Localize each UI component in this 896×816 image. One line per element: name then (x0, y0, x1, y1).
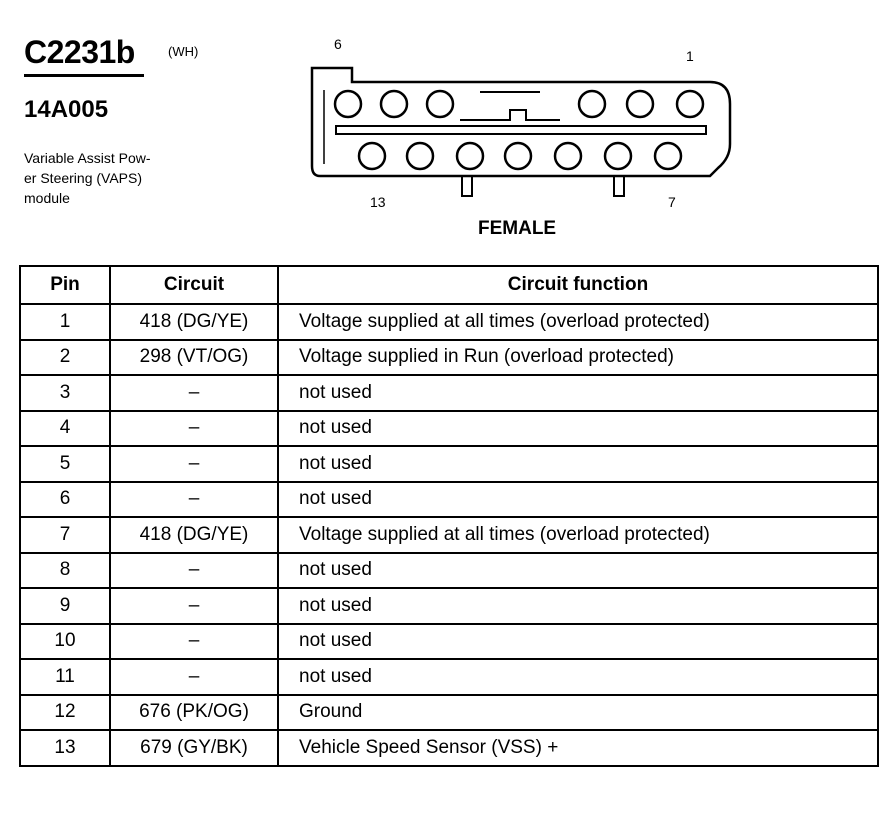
header-circuit-function: Circuit function (278, 266, 878, 304)
module-description (24, 148, 184, 208)
connector-face-diagram (300, 60, 740, 210)
circuit-cell: – (110, 411, 278, 447)
cavity-3 (579, 91, 605, 117)
function-cell: Voltage supplied at all times (overload protected) (278, 304, 878, 340)
circuit-cell: – (110, 482, 278, 518)
header-pin: Pin (20, 266, 110, 304)
pin-cell: 5 (20, 446, 110, 482)
connector-gender-label: FEMALE (478, 218, 557, 239)
connector-id: C2231b (24, 34, 135, 70)
table-row (20, 588, 878, 624)
pin-cell: 3 (20, 375, 110, 411)
cavity-8 (605, 143, 631, 169)
module-description-line: er Steering (VAPS) (24, 170, 143, 186)
pin-cell: 1 (20, 304, 110, 340)
table-row (20, 411, 878, 447)
table-row (20, 624, 878, 660)
cavity-13 (359, 143, 385, 169)
pin-cell: 10 (20, 624, 110, 660)
part-number: 14A005 (24, 96, 109, 123)
table-row (20, 553, 878, 589)
pin-13-label: 13 (370, 194, 386, 210)
table-row (20, 340, 878, 376)
title-underline (24, 74, 144, 77)
pin-cell: 2 (20, 340, 110, 376)
table-row (20, 517, 878, 553)
function-cell: not used (278, 588, 878, 624)
pin-cell: 13 (20, 730, 110, 766)
circuit-cell: – (110, 446, 278, 482)
cavity-5 (381, 91, 407, 117)
cavity-12 (407, 143, 433, 169)
table-row (20, 375, 878, 411)
circuit-cell: – (110, 659, 278, 695)
circuit-cell: 676 (PK/OG) (110, 695, 278, 731)
function-cell: not used (278, 375, 878, 411)
circuit-cell: 418 (DG/YE) (110, 517, 278, 553)
circuit-cell: – (110, 553, 278, 589)
pin-table (19, 265, 879, 767)
function-cell: Voltage supplied in Run (overload protected) (278, 340, 878, 376)
function-cell: not used (278, 553, 878, 589)
cavity-6 (335, 91, 361, 117)
table-row (20, 659, 878, 695)
function-cell: not used (278, 624, 878, 660)
connector-color-code: (WH) (168, 44, 199, 59)
module-description-line: Variable Assist Pow- (24, 150, 151, 166)
cavity-11 (457, 143, 483, 169)
circuit-cell: – (110, 375, 278, 411)
table-row (20, 730, 878, 766)
table-row (20, 304, 878, 340)
cavity-9 (555, 143, 581, 169)
table-row (20, 446, 878, 482)
table-header-row (20, 266, 878, 304)
pin-cell: 11 (20, 659, 110, 695)
function-cell: not used (278, 482, 878, 518)
pin-1-label: 1 (686, 48, 694, 64)
function-cell: not used (278, 446, 878, 482)
function-cell: Voltage supplied at all times (overload protected) (278, 517, 878, 553)
pin-cell: 7 (20, 517, 110, 553)
pin-cell: 12 (20, 695, 110, 731)
cavity-4 (427, 91, 453, 117)
pin-6-label: 6 (334, 36, 342, 52)
cavity-7 (655, 143, 681, 169)
cavity-1 (677, 91, 703, 117)
pin-cell: 4 (20, 411, 110, 447)
function-cell: Vehicle Speed Sensor (VSS) + (278, 730, 878, 766)
cavity-2 (627, 91, 653, 117)
circuit-cell: – (110, 624, 278, 660)
circuit-cell: 418 (DG/YE) (110, 304, 278, 340)
pin-cell: 8 (20, 553, 110, 589)
circuit-cell: – (110, 588, 278, 624)
function-cell: not used (278, 411, 878, 447)
function-cell: not used (278, 659, 878, 695)
pin-7-label: 7 (668, 194, 676, 210)
cavity-10 (505, 143, 531, 169)
module-description-line: module (24, 190, 70, 206)
pin-cell: 9 (20, 588, 110, 624)
header-circuit: Circuit (110, 266, 278, 304)
table-row (20, 482, 878, 518)
circuit-cell: 679 (GY/BK) (110, 730, 278, 766)
function-cell: Ground (278, 695, 878, 731)
table-row (20, 695, 878, 731)
pin-cell: 6 (20, 482, 110, 518)
circuit-cell: 298 (VT/OG) (110, 340, 278, 376)
